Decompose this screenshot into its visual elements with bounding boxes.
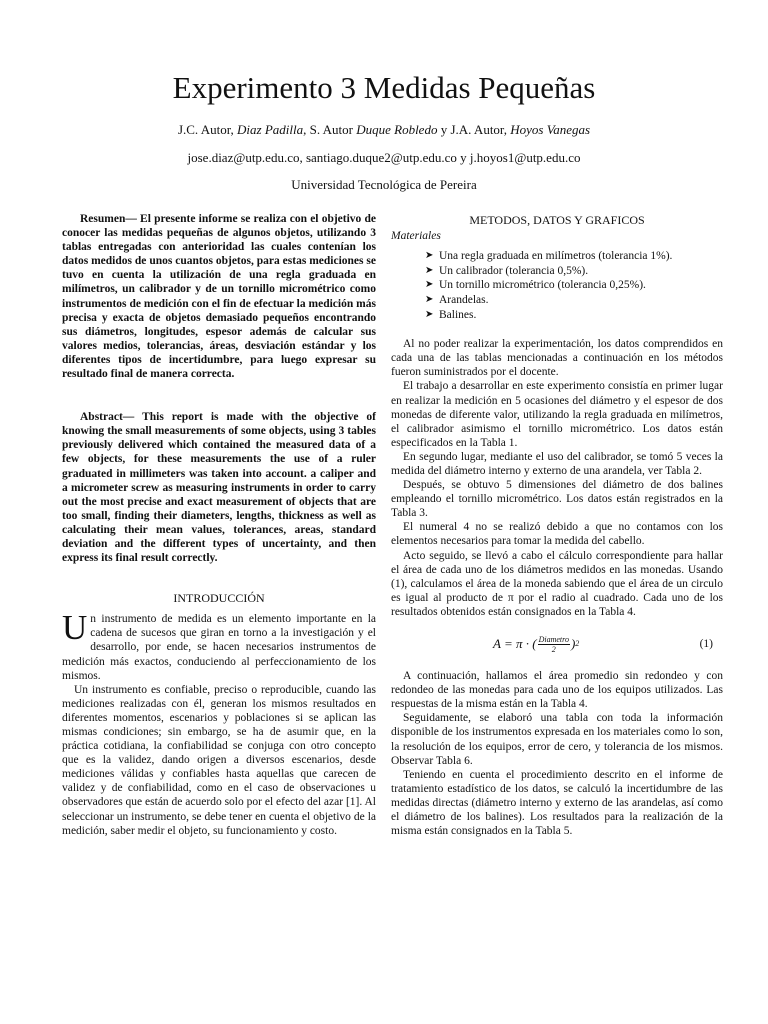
list-item: ➤ Una regla graduada en milímetros (tolerancia 1%). xyxy=(425,250,673,263)
university: Universidad Tecnológica de Pereira xyxy=(291,177,477,192)
methods-paragraph-5: El numeral 4 no se realizó debido a que no contamos con los elementos necesarios para tomar la medida del cabello. xyxy=(391,521,723,548)
author-1: J.C. Autor, xyxy=(177,122,234,137)
author-emails: jose.diaz@utp.edu.co, santiago.duque2@utp.edu.co y j.hoyos1@utp.edu.co xyxy=(187,150,581,165)
arrow-bullet-icon: ➤ xyxy=(425,264,434,276)
intro-heading: INTRODUCCIÓN xyxy=(173,591,265,606)
methods-paragraph-9: Teniendo en cuenta el procedimiento descrito en el informe de tratamiento estadístico de los datos, se calculó la incertidumbre de las medidas directas (diámetro interno y externo de las arandelas, así como el diámetro de los balines). Los resultados para la realización de la misma están consignados en la Tabla 5. xyxy=(391,768,723,838)
left-column xyxy=(62,212,376,838)
methods-paragraph-3: En segundo lugar, mediante el uso del calibrador, se tomó 5 veces la medida del diámetro interno y externo de una arandela, ver Tabla 2. xyxy=(391,450,723,477)
list-item: ➤ Balines. xyxy=(425,308,477,321)
author-3-name: Hoyos Vanegas xyxy=(510,122,591,137)
author-1-name: Diaz Padilla xyxy=(237,122,304,137)
intro-paragraph-1: Un instrumento de medida es un elemento importante en la cadena de sucesos que giran en torno a la investigación y el desarrollo, por ende, se hacen necesarios instrumentos de medición más exactos, conduciendo al perfeccionamiento de los mismos. xyxy=(62,608,376,682)
list-item: ➤ Arandelas. xyxy=(425,293,489,306)
resumen: Resumen— El presente informe se realiza con el objetivo de conocer las medidas pequeñas de algunos objetos, utilizando 3 tablas entregadas con anterioridad las cuales contenían los datos medidos de unos cuantos objetos, para estas mediciones se tuvo en cuenta la utilización de una regla graduada en milímetros, un calibrador y de un tornillo micrométrico como instrumentos de medición con el fin de efectuar la medición más precisa y exacta de objetos demasiado pequeños encontrando sus diámetros, longitudes, espesor además de calcular sus valores medios, tolerancias, áreas, desviación estándar y los diferentes tipos de incertidumbre, para luego expresar su resultado final de manera correcta. xyxy=(62,213,376,381)
methods-paragraph-8: Seguidamente, se elaboró una tabla con toda la información disponible de los instrumentos expresada en los materiales como lo son, la resolución de los equipos, error de cero, y tolerancia de los mismos. Observar Tabla 6. xyxy=(391,712,723,767)
methods-paragraph-7: A continuación, hallamos el área promedio sin redondeo y con redondeo de las monedas para cada uno de los equipos utilizados. Las respuestas de la misma están en la Tabla 4. xyxy=(391,670,723,711)
equation-formula: A = π · ( $\frac{\text{Diametro}}{2}$ ) 2 xyxy=(493,634,580,654)
equation-number: (1) xyxy=(699,637,713,650)
list-item: ➤ Un calibrador (tolerancia 0,5%). xyxy=(425,264,589,277)
methods-paragraph-1: Al no poder realizar la experimentación, los datos comprendidos en cada una de las tablas mencionadas a continuación en los métodos fueron suministrados por el docente. xyxy=(391,338,723,379)
right-column xyxy=(391,213,723,838)
equation-1 xyxy=(391,629,723,659)
arrow-bullet-icon: ➤ xyxy=(425,279,434,291)
methods-paragraph-2: El trabajo a desarrollar en este experimento consistía en primer lugar en realizar la medición en 5 ocasiones del diámetro y el espesor de dos monedas de diferente valor, utilizando la regla graduada en milímetros, el calibrador asimismo el tornillo micrométrico. Los datos están especificados en la Tabla 1. xyxy=(391,380,723,449)
equation-fraction: $\frac{\text{Diametro}}{2}$ xyxy=(538,634,569,654)
author-line xyxy=(0,121,768,139)
materials-list xyxy=(391,249,723,322)
materials-label: Materiales xyxy=(391,230,441,243)
list-item: ➤ Un tornillo micrométrico (tolerancia 0,25%). xyxy=(425,279,646,292)
arrow-bullet-icon: ➤ xyxy=(425,250,434,262)
abstract: Abstract— This report is made with the objective of knowing the small measurements of some objects, using 3 tables previously delivered which contained the measured data of a few objects, for these measurements the use of a ruler graduated in millimeters was taken into account. a caliper and a micrometer screw as measuring instruments in order to carry out the most precise and exact measurement of objects that are too small, finding their diameters, lengths, thickness as well as calculating their mean values, tolerances, areas, standard deviation and the different types of uncertainty, and then express its final result correctly. xyxy=(62,411,376,565)
methods-paragraph-4: Después, se obtuvo 5 dimensiones del diámetro de dos balines empleando el tornillo micrométrico. Los datos están registrados en la Tabla 3. xyxy=(391,479,723,520)
dropcap: U xyxy=(62,608,88,648)
methods-heading: METODOS, DATOS Y GRAFICOS xyxy=(469,213,645,227)
intro-paragraph-2: Un instrumento es confiable, preciso o reproducible, cuando las mediciones realizadas con él, generan los mismos resultados en diferentes momentos, escenarios y poblaciones si se aplican las mismas condiciones; sin embargo, se ha de asumir que, en la práctica cotidiana, la confiabilidad se conjuga con otro concepto que es la validez, dando origen a diversos escenarios, desde mediciones válidas y confiables hasta aquellas que carecen de validez y de confiabilidad, como en el caso de observaciones u observadores que están de acuerdo solo por el efecto del azar [1]. Al seleccionar un instrumento, se debe tener en cuenta el objetivo de la medición, saber medir el objeto, su funcionamiento y costo. xyxy=(62,683,376,837)
author-3: y J.A. Autor, xyxy=(440,122,507,137)
author-2: , S. Autor xyxy=(303,122,353,137)
methods-paragraph-6: Acto seguido, se llevó a cabo el cálculo correspondiente para hallar el área de cada uno de los diámetros medidos en las monedas. Usando (1), calculamos el área de la moneda sabiendo que el área de un circulo es igual al producto de π por el radio al cuadrado. Cada uno de los resultados obtenidos están consignados en la Tabla 4. xyxy=(391,549,723,618)
author-2-name: Duque Robledo xyxy=(356,122,438,137)
arrow-bullet-icon: ➤ xyxy=(425,308,434,320)
paper-title: Experimento 3 Medidas Pequeñas xyxy=(172,70,596,105)
arrow-bullet-icon: ➤ xyxy=(425,293,434,305)
